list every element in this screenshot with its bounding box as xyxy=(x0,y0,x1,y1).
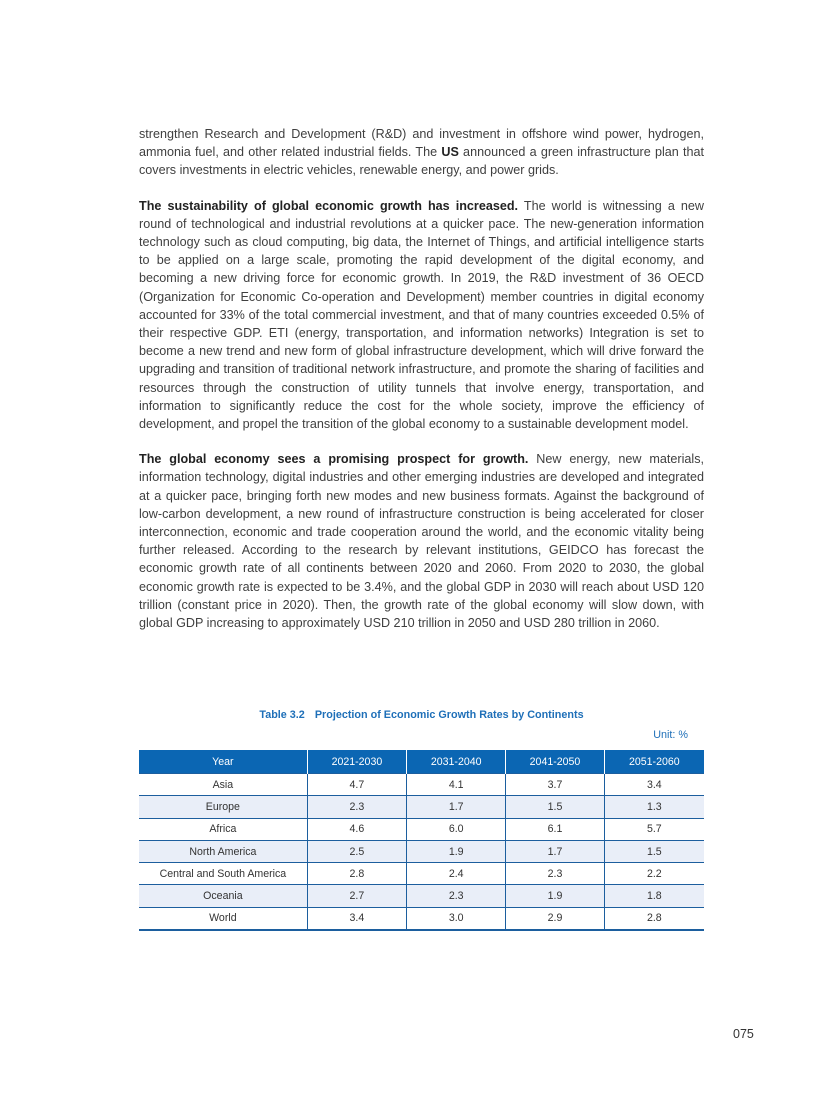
header-2041-2050: 2041-2050 xyxy=(506,750,604,774)
table-row xyxy=(139,818,704,840)
row-label: Asia xyxy=(139,774,307,796)
table-header-row xyxy=(139,750,704,774)
row-label: Europe xyxy=(139,796,307,818)
table-cell: 2.2 xyxy=(604,863,704,885)
header-2021-2030: 2021-2030 xyxy=(307,750,406,774)
table-number: Table 3.2 xyxy=(259,709,305,721)
table-cell: 1.7 xyxy=(407,796,506,818)
table-cell: 2.3 xyxy=(506,863,604,885)
table-cell: 1.5 xyxy=(604,840,704,862)
paragraph-1-bold-us: US xyxy=(441,145,459,160)
table-cell: 1.5 xyxy=(506,796,604,818)
paragraph-2-body: The world is witnessing a new round of technological and industrial revolutions at a quicker pace. The new-generation information technology such as cloud computing, big data, the Internet of Things, and artificial intelligence starts to be applied on a large scale, promoting the rapid development of the digital economy, and becoming a new driving force for economic growth. In 2019, the R&D investment of 36 OECD (Organization for Economic Co-operation and Development) member countries in digital economy accounted for 33% of the total commercial investment, and that of many countries exceeded 0.5% of their respective GDP. ETI (energy, transportation, and information networks) Integration is set to become a new trend and new form of global infrastructure development, which will drive forward the upgrading and transition of traditional network infrastructure, and promote the sharing of facilities and resources through the construction of utility tunnels that involve energy, transportation, and information to significantly reduce the cost for the whole society, improve the efficiency of development, and propel the transition of the global economy to a sustainable development model. xyxy=(139,198,704,432)
table-cell: 4.1 xyxy=(407,774,506,796)
table-cell: 3.4 xyxy=(307,907,406,930)
table-cell: 2.9 xyxy=(506,907,604,930)
table-unit: Unit: % xyxy=(653,729,688,741)
table-row xyxy=(139,796,704,818)
table-title: Projection of Economic Growth Rates by Continents xyxy=(314,709,584,721)
table-cell: 5.7 xyxy=(604,818,704,840)
paragraph-1-text-b: announced a green infrastructure plan that covers investments in electric vehicles, renewable energy, and power grids. xyxy=(139,145,704,178)
row-label: Oceania xyxy=(139,885,307,907)
table-cell: 6.0 xyxy=(407,818,506,840)
table-cell: 2.5 xyxy=(307,840,406,862)
table-cell: 6.1 xyxy=(506,818,604,840)
page-number: 075 xyxy=(733,1027,754,1041)
table-caption xyxy=(139,709,704,721)
row-label: World xyxy=(139,907,307,930)
table-row xyxy=(139,863,704,885)
paragraph-3-body: New energy, new materials, information technology, digital industries and other emerging industries are developed and integrated at a quicker pace, bringing forth new modes and new business formats. Against the background of low-carbon development, a new round of infrastructure construction is being accelerated for closer interconnection, economic and trade cooperation around the world, and the economic vitality being further released. According to the research by relevant institutions, GEIDCO has forecast the economic growth rate of all continents between 2020 and 2060. From 2020 to 2030, the global economic growth rate is expected to be 3.4%, and the global GDP in 2030 will reach about USD 120 trillion (constant price in 2020). Then, the growth rate of the global economy will slow down, with global GDP increasing to approximately USD 210 trillion in 2050 and USD 280 trillion in 2060. xyxy=(139,452,704,631)
table-cell: 2.8 xyxy=(307,863,406,885)
row-label: Africa xyxy=(139,818,307,840)
paragraph-1 xyxy=(139,125,704,180)
table-cell: 2.4 xyxy=(407,863,506,885)
header-2051-2060: 2051-2060 xyxy=(604,750,704,774)
body-text xyxy=(139,125,704,649)
paragraph-3 xyxy=(139,450,704,632)
paragraph-1-text-a: strengthen Research and Development (R&D) and investment in offshore wind power, hydrogen, ammonia fuel, and other related industrial fields. The xyxy=(139,127,704,160)
table-row xyxy=(139,774,704,796)
table-cell: 2.7 xyxy=(307,885,406,907)
growth-rate-table xyxy=(139,750,704,931)
header-2031-2040: 2031-2040 xyxy=(407,750,506,774)
table-cell: 3.7 xyxy=(506,774,604,796)
paragraph-2-lead: The sustainability of global economic growth has increased. xyxy=(139,198,519,213)
table-row xyxy=(139,840,704,862)
table-cell: 2.3 xyxy=(407,885,506,907)
table-row xyxy=(139,885,704,907)
row-label: North America xyxy=(139,840,307,862)
table-cell: 1.7 xyxy=(506,840,604,862)
table-cell: 1.9 xyxy=(407,840,506,862)
table-cell: 2.3 xyxy=(307,796,406,818)
paragraph-3-lead: The global economy sees a promising prospect for growth. xyxy=(139,452,529,467)
table-cell: 3.0 xyxy=(407,907,506,930)
table-cell: 1.9 xyxy=(506,885,604,907)
table-cell: 4.6 xyxy=(307,818,406,840)
table-cell: 3.4 xyxy=(604,774,704,796)
table-cell: 2.8 xyxy=(604,907,704,930)
table-cell: 1.8 xyxy=(604,885,704,907)
table-row xyxy=(139,907,704,930)
row-label: Central and South America xyxy=(139,863,307,885)
table-cell: 4.7 xyxy=(307,774,406,796)
header-year: Year xyxy=(139,750,307,774)
table-cell: 1.3 xyxy=(604,796,704,818)
paragraph-2 xyxy=(139,197,704,434)
